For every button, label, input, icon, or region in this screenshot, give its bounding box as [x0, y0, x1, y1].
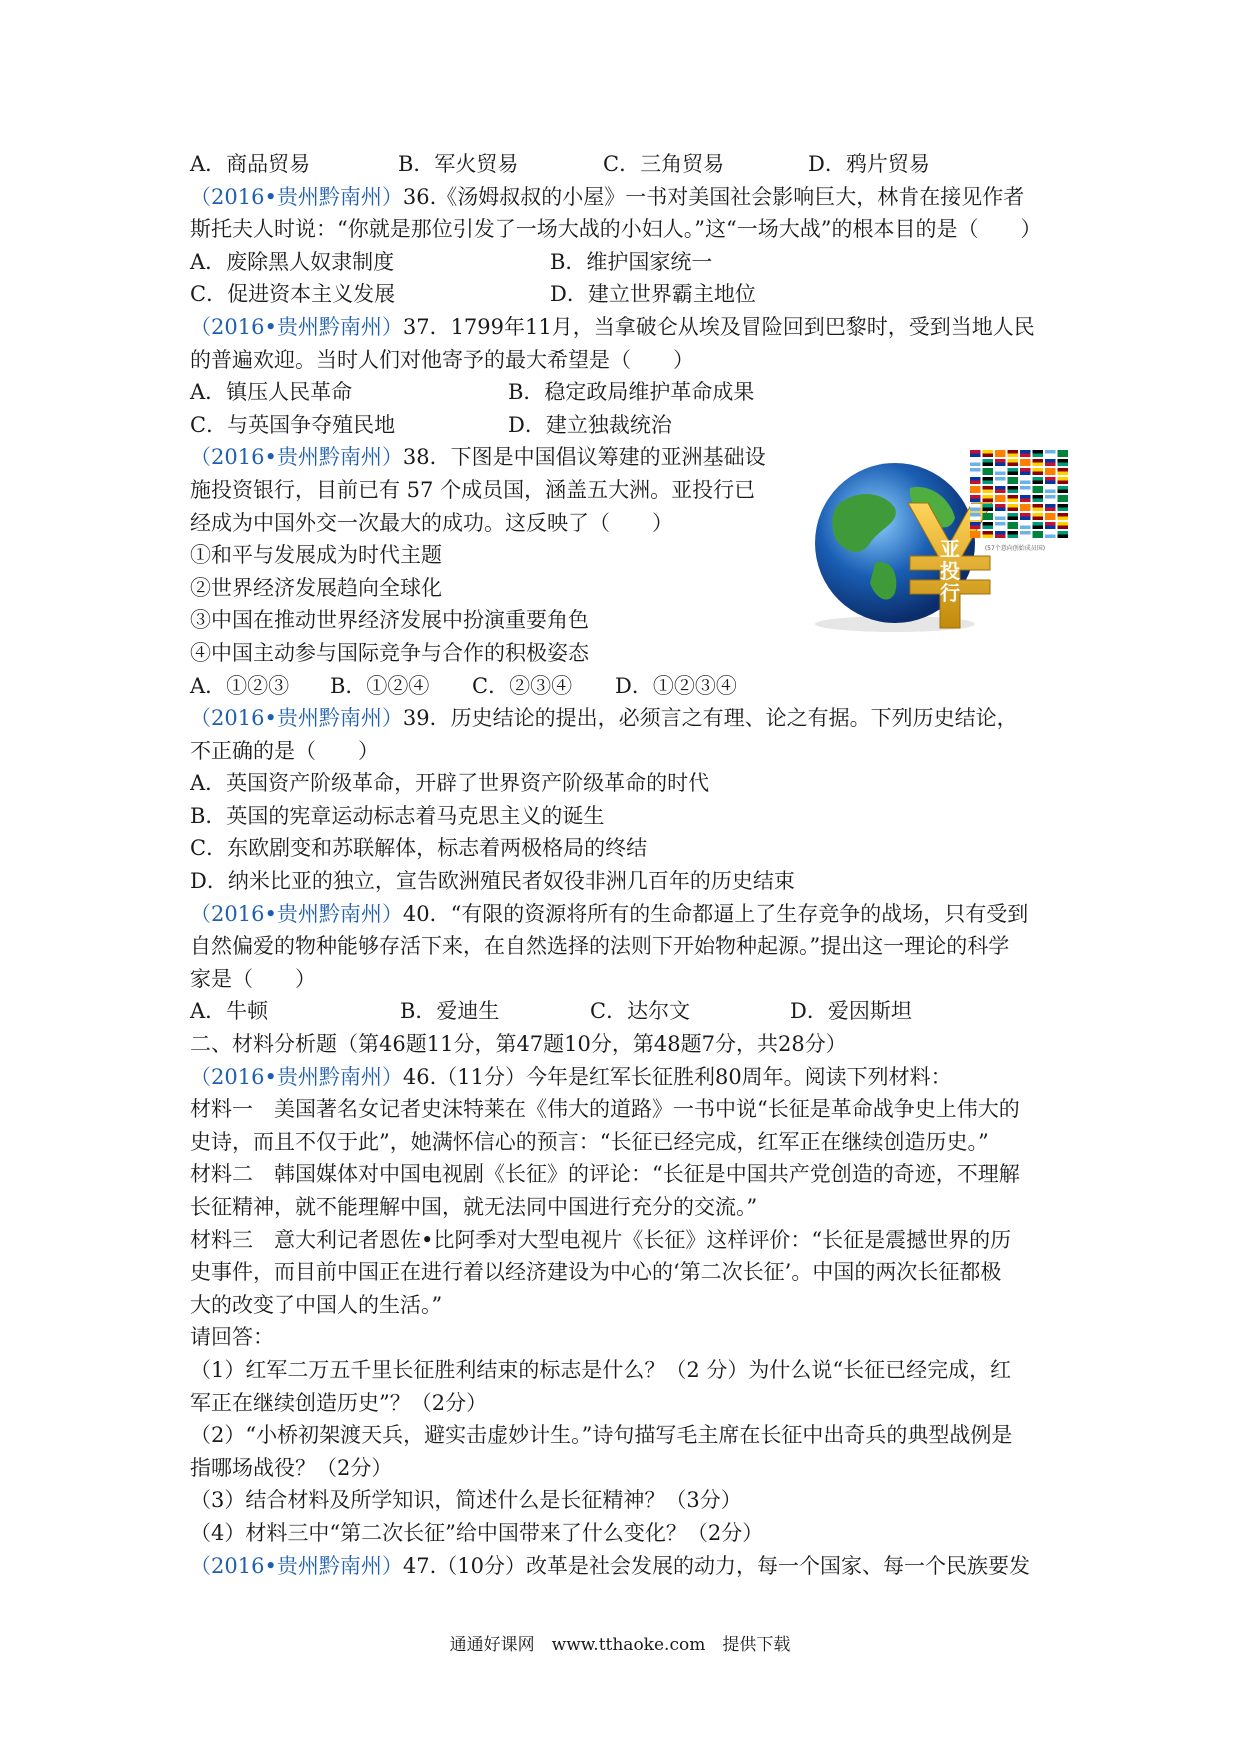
q37-stem-line-1: （2016•贵州黔南州）37．1799年11月，当拿破仑从埃及冒险回到巴黎时，受到当地人民 — [190, 314, 1035, 339]
flag-icon — [1033, 472, 1044, 476]
q38-option-c: C．②③④ — [472, 673, 573, 698]
flag-icon — [1058, 490, 1069, 494]
flag-icon — [1020, 468, 1031, 472]
q35-option-a: A．商品贸易 — [190, 152, 311, 176]
q40-option-b: B．爱迪生 — [400, 999, 500, 1024]
flag-icon — [1033, 481, 1044, 485]
flag-icon — [1045, 504, 1056, 508]
flag-icon — [995, 513, 1006, 517]
flag-icon — [970, 490, 981, 494]
flag-icon — [1058, 499, 1069, 503]
flag-icon — [1058, 517, 1069, 521]
flag-icon — [1058, 454, 1069, 458]
q46-material-line-7: 大的改变了中国人的生活。” — [190, 1292, 443, 1317]
q37-options-row-1 — [190, 376, 1070, 409]
flag-icon — [995, 522, 1006, 526]
flag-icon — [970, 450, 981, 454]
flag-icon — [1045, 463, 1056, 467]
flag-icon — [1058, 472, 1069, 476]
flag-icon — [1033, 522, 1044, 526]
flag-icon — [1058, 531, 1069, 535]
flag-icon — [1020, 486, 1031, 490]
flag-icon — [995, 481, 1006, 485]
flag-icon — [1008, 481, 1019, 485]
aiib-char-3: 行 — [940, 581, 960, 605]
flag-icon — [983, 504, 994, 508]
flag-icon — [995, 486, 1006, 490]
q46-stem: （2016•贵州黔南州）46.（11分）今年是红军长征胜利80周年。阅读下列材料： — [190, 1064, 952, 1089]
flag-icon — [970, 504, 981, 508]
q35-option-c: C．三角贸易 — [603, 152, 725, 176]
flag-icon — [970, 486, 981, 490]
flag-icon — [1058, 522, 1069, 526]
flag-icon — [1008, 454, 1019, 458]
q37-source: （2016•贵州黔南州） — [190, 314, 403, 339]
q40-stem-line-1: （2016•贵州黔南州）40．“有限的资源将所有的生命都逼上了生存竞争的战场，只有受到 — [190, 901, 1029, 926]
flag-icon — [970, 495, 981, 499]
flag-icon — [1020, 477, 1031, 481]
flag-icon — [983, 468, 994, 472]
flag-icon — [1008, 499, 1019, 503]
flag-icon — [1020, 454, 1031, 458]
flag-icon — [983, 463, 994, 467]
flag-icon — [995, 468, 1006, 472]
q38-options — [190, 670, 1070, 703]
q37-option-a: A．镇压人民革命 — [190, 380, 353, 405]
flag-icon — [995, 490, 1006, 494]
flag-icon — [1020, 535, 1031, 539]
aiib-char-2: 投 — [940, 559, 960, 583]
flag-icon — [1045, 522, 1056, 526]
flag-icon — [1033, 517, 1044, 521]
flag-icon — [1020, 513, 1031, 517]
flag-icon — [1033, 486, 1044, 490]
flag-icon — [1020, 495, 1031, 499]
flag-icon — [970, 517, 981, 521]
flag-icon — [1058, 450, 1069, 454]
flag-icon — [1020, 517, 1031, 521]
flag-icon — [983, 517, 994, 521]
q36-stem-line-1: （2016•贵州黔南州）36.《汤姆叔叔的小屋》一书对美国社会影响巨大，林肯在接见作者 — [190, 184, 1025, 209]
flag-icon — [1033, 508, 1044, 512]
flag-icon — [1033, 454, 1044, 458]
flag-icon — [970, 531, 981, 535]
q36-option-c: C．促进资本主义发展 — [190, 282, 396, 307]
q39-stem-line-1: （2016•贵州黔南州）39．历史结论的提出，必须言之有理、论之有据。下列历史结论， — [190, 706, 1018, 731]
q38-item-4: ④中国主动参与国际竞争与合作的积极姿态 — [190, 640, 589, 665]
flag-icon — [983, 459, 994, 463]
flag-icon — [970, 499, 981, 503]
flag-icon — [995, 535, 1006, 539]
flag-icon — [983, 481, 994, 485]
q35-option-b: B．军火贸易 — [398, 152, 519, 176]
flag-icon — [983, 472, 994, 476]
q46-material-line-3: 材料二 韩国媒体对中国电视剧《长征》的评论：“长征是中国共产党创造的奇迹，不理解 — [190, 1162, 1020, 1187]
q38-stem-line-2: 施投资银行，目前已有 57 个成员国，涵盖五大洲。亚投行已 — [190, 477, 756, 502]
flag-icon — [1058, 481, 1069, 485]
flag-icon — [1008, 522, 1019, 526]
flag-icon — [995, 526, 1006, 530]
q37-option-d: D．建立独裁统治 — [508, 412, 672, 437]
flag-icon — [1058, 495, 1069, 499]
flag-icon — [1033, 526, 1044, 530]
q36-option-d: D．建立世界霸主地位 — [550, 282, 756, 307]
q37-option-b: B．稳定政局维护革命成果 — [508, 380, 755, 405]
q40-source: （2016•贵州黔南州） — [190, 901, 403, 926]
flag-icon — [1045, 508, 1056, 512]
flag-icon — [1058, 486, 1069, 490]
q40-option-c: C．达尔文 — [590, 999, 691, 1024]
q46-ask: 请回答： — [190, 1325, 274, 1350]
flag-icon — [1020, 522, 1031, 526]
flag-icon — [983, 508, 994, 512]
q39-option-d: D．纳米比亚的独立，宣告欧洲殖民者奴役非洲几百年的历史结束 — [190, 869, 795, 894]
q36-stem-line-2: 斯托夫人时说：“你就是那位引发了一场大战的小妇人。”这“一场大战”的根本目的是（ ） — [190, 217, 1042, 242]
flag-icon — [1045, 495, 1056, 499]
flag-icon — [1045, 450, 1056, 454]
flag-icon — [995, 463, 1006, 467]
flag-icon — [1020, 499, 1031, 503]
q37-options-row-2 — [190, 409, 1070, 442]
q38-option-a: A．①②③ — [190, 673, 290, 698]
flag-icon — [995, 517, 1006, 521]
q38-option-d: D．①②③④ — [615, 673, 737, 698]
flag-icon — [1008, 490, 1019, 494]
q36-options-row-2 — [190, 278, 1070, 311]
flag-icon — [1008, 495, 1019, 499]
flag-icon — [1008, 472, 1019, 476]
aiib-globe-image — [800, 448, 1070, 638]
flag-icon — [1058, 508, 1069, 512]
flag-icon — [970, 513, 981, 517]
flag-icon — [1020, 526, 1031, 530]
flag-icon — [1020, 508, 1031, 512]
flag-icon — [1020, 450, 1031, 454]
flag-icon — [1008, 517, 1019, 521]
flag-icon — [1008, 450, 1019, 454]
q37-stem-line-2: 的普遍欢迎。当时人们对他寄予的最大希望是（ ） — [190, 347, 694, 372]
flag-icon — [1008, 535, 1019, 539]
q47-source: （2016•贵州黔南州） — [190, 1553, 403, 1578]
flag-icon — [983, 513, 994, 517]
flag-icon — [1045, 481, 1056, 485]
flag-icon — [1045, 468, 1056, 472]
q46-question-line-6: （4）材料三中“第二次长征”给中国带来了什么变化？（2分） — [190, 1520, 764, 1545]
flag-icon — [1008, 513, 1019, 517]
flag-icon — [970, 463, 981, 467]
flag-icon — [1045, 454, 1056, 458]
flag-icon — [1058, 526, 1069, 530]
q40-stem-line-3: 家是（ ） — [190, 966, 316, 991]
flag-icon — [1033, 477, 1044, 481]
flag-icon — [1008, 526, 1019, 530]
q40-option-a: A．牛顿 — [190, 999, 269, 1024]
q39-option-a: A．英国资产阶级革命，开辟了世界资产阶级革命的时代 — [190, 771, 710, 796]
flag-icon — [970, 468, 981, 472]
flag-icon — [1008, 508, 1019, 512]
flag-icon — [1045, 513, 1056, 517]
q46-material-line-5: 材料三 意大利记者恩佐•比阿季对大型电视片《长征》这样评价：“长征是震撼世界的历 — [190, 1227, 1012, 1252]
flag-icon — [983, 531, 994, 535]
flag-icon — [983, 450, 994, 454]
flag-icon — [970, 481, 981, 485]
document-body — [190, 148, 1070, 1582]
flag-icon — [983, 495, 994, 499]
flag-icon — [970, 477, 981, 481]
flag-icon — [1033, 459, 1044, 463]
flag-icon — [983, 526, 994, 530]
flag-icon — [1020, 490, 1031, 494]
flag-icon — [995, 508, 1006, 512]
flag-icon — [1058, 477, 1069, 481]
q40-option-d: D．爱因斯坦 — [790, 999, 912, 1024]
flag-icon — [1045, 477, 1056, 481]
flag-icon — [983, 535, 994, 539]
flag-icon — [995, 459, 1006, 463]
flag-icon — [1058, 535, 1069, 539]
flag-icon — [1033, 463, 1044, 467]
flag-icon — [1045, 490, 1056, 494]
q38-item-1: ①和平与发展成为时代主题 — [190, 543, 442, 568]
flag-icon — [1008, 486, 1019, 490]
flag-icon — [970, 459, 981, 463]
flag-icon — [1020, 504, 1031, 508]
flag-icon — [1033, 531, 1044, 535]
q37-option-c: C．与英国争夺殖民地 — [190, 412, 396, 437]
flag-icon — [1058, 459, 1069, 463]
flag-icon — [1008, 504, 1019, 508]
flag-icon — [1058, 513, 1069, 517]
q38-option-b: B．①②④ — [330, 673, 430, 698]
flag-icon — [995, 477, 1006, 481]
flag-icon — [970, 472, 981, 476]
q38-stem-line-1: （2016•贵州黔南州）38．下图是中国倡议筹建的亚洲基础设 — [190, 445, 766, 470]
flag-icon — [983, 477, 994, 481]
flag-icon — [1045, 499, 1056, 503]
flag-icon — [1033, 490, 1044, 494]
q46-question-line-3: （2）“小桥初架渡天兵，避实击虚妙计生。”诗句描写毛主席在长征中出奇兵的典型战例是 — [190, 1423, 1013, 1448]
flag-icon — [1008, 463, 1019, 467]
flag-icon — [1020, 531, 1031, 535]
flag-icon — [1020, 481, 1031, 485]
aiib-char-1: 亚 — [940, 537, 960, 561]
flag-icon — [983, 486, 994, 490]
q46-source: （2016•贵州黔南州） — [190, 1064, 403, 1089]
q46-question-line-4: 指哪场战役？（2分） — [190, 1455, 393, 1480]
flag-icon — [1033, 468, 1044, 472]
flag-icon — [1033, 495, 1044, 499]
flag-icon — [1058, 463, 1069, 467]
flag-icon — [970, 454, 981, 458]
q46-question-line-1: （1）红军二万五千里长征胜利结束的标志是什么？（2 分）为什么说“长征已经完成，红 — [190, 1357, 1012, 1382]
flag-icon — [1020, 463, 1031, 467]
flag-icon — [970, 508, 981, 512]
q46-question-line-5: （3）结合材料及所学知识，简述什么是长征精神？（3分） — [190, 1488, 742, 1513]
q38-source: （2016•贵州黔南州） — [190, 445, 403, 470]
q35-options — [190, 148, 1070, 181]
q46-question-line-2: 军正在继续创造历史”？（2分） — [190, 1390, 488, 1415]
flag-icon — [1033, 450, 1044, 454]
flag-icon — [983, 454, 994, 458]
flag-icon — [1058, 504, 1069, 508]
q38-stem-line-3: 经成为中国外交一次最大的成功。这反映了（ ） — [190, 510, 673, 535]
q47-stem: （2016•贵州黔南州）47.（10分）改革是社会发展的动力，每一个国家、每一个民族要发 — [190, 1553, 1030, 1578]
flag-icon — [970, 526, 981, 530]
flag-icon — [1045, 459, 1056, 463]
q36-option-a: A．废除黑人奴隶制度 — [190, 249, 395, 274]
flag-icon — [1033, 504, 1044, 508]
q39-stem-line-2: 不正确的是（ ） — [190, 738, 379, 763]
page-footer: 通通好课网 www.tthaoke.com 提供下载 — [449, 1635, 791, 1655]
flag-icon — [995, 450, 1006, 454]
q35-option-d: D．鸦片贸易 — [808, 152, 930, 176]
flag-icon — [1045, 526, 1056, 530]
q39-source: （2016•贵州黔南州） — [190, 706, 403, 731]
flag-icon — [970, 535, 981, 539]
flag-icon — [1020, 472, 1031, 476]
aiib-illustration — [800, 448, 1070, 638]
flag-icon — [1045, 531, 1056, 535]
q39-option-c: C．东欧剧变和苏联解体，标志着两极格局的终结 — [190, 836, 648, 861]
flag-icon — [995, 454, 1006, 458]
q36-option-b: B．维护国家统一 — [550, 249, 713, 274]
flag-icon — [1033, 499, 1044, 503]
flag-icon — [970, 522, 981, 526]
flag-icon — [983, 522, 994, 526]
section-2-heading: 二、材料分析题（第46题11分，第47题10分，第48题7分，共28分） — [190, 1032, 847, 1057]
flag-icon — [995, 531, 1006, 535]
flag-icon — [1008, 477, 1019, 481]
member-flags-grid — [970, 450, 1068, 538]
q38-item-2: ②世界经济发展趋向全球化 — [190, 575, 442, 600]
flag-icon — [995, 499, 1006, 503]
flag-icon — [1045, 486, 1056, 490]
flag-icon — [995, 472, 1006, 476]
flag-icon — [1008, 459, 1019, 463]
q40-stem-line-2: 自然偏爱的物种能够存活下来，在自然选择的法则下开始物种起源。”提出这一理论的科学 — [190, 934, 1010, 959]
q46-material-line-1: 材料一 美国著名女记者史沫特莱在《伟大的道路》一书中说“长征是革命战争史上伟大的 — [190, 1097, 1020, 1122]
flag-icon — [983, 499, 994, 503]
flags-caption: (57个意向创始成员国) — [984, 545, 1046, 552]
q39-option-b: B．英国的宪章运动标志着马克思主义的诞生 — [190, 803, 605, 828]
flag-icon — [1008, 468, 1019, 472]
q46-material-line-4: 长征精神，就不能理解中国，就无法同中国进行充分的交流。” — [190, 1195, 758, 1219]
q46-material-line-6: 史事件，而目前中国正在进行着以经济建设为中心的‘第二次长征’。中国的两次长征都极 — [190, 1260, 1002, 1285]
flag-icon — [1045, 535, 1056, 539]
q36-options-row-1 — [190, 246, 1070, 279]
q36-source: （2016•贵州黔南州） — [190, 184, 403, 209]
flag-icon — [1033, 513, 1044, 517]
flag-icon — [1020, 459, 1031, 463]
q38-item-3: ③中国在推动世界经济发展中扮演重要角色 — [190, 608, 589, 633]
flag-icon — [1045, 472, 1056, 476]
flag-icon — [1008, 531, 1019, 535]
flag-icon — [1045, 517, 1056, 521]
flag-icon — [995, 495, 1006, 499]
flag-icon — [995, 504, 1006, 508]
flag-icon — [1058, 468, 1069, 472]
flag-icon — [1033, 535, 1044, 539]
flag-icon — [983, 490, 994, 494]
q40-options — [190, 995, 1070, 1028]
q46-material-line-2: 史诗，而且不仅于此”，她满怀信心的预言：“长征已经完成，红军正在继续创造历史。” — [190, 1129, 989, 1154]
